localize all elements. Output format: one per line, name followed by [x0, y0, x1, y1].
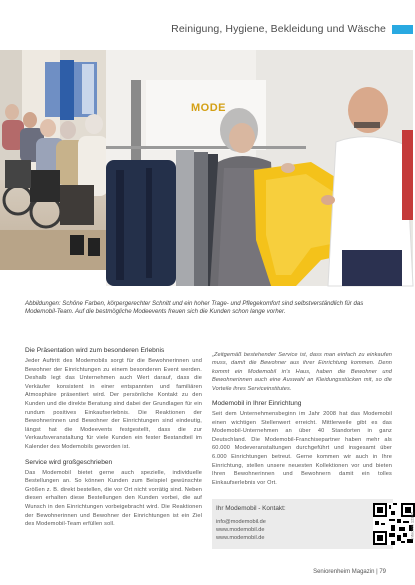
store-sign: MODE	[191, 102, 226, 114]
photo-seniors-seated	[0, 50, 108, 270]
section-heading-presentation: Die Präsentation wird zum besonderen Erlebnis	[25, 347, 165, 354]
contact-box	[212, 499, 393, 549]
quote-paragraph: „Zeitgemäß bestehender Service ist, dass man einfach zu einkaufen muss, damit die Bewohner aus ihrer Einrichtung kommen. Denn kommt ein Modemobil in's Haus, haben die Bewohner und Bewohnerinnen auch eine Auswahl an Kleidungsstücken mit, so die Vorteile ihres Serviceinstitutes.	[212, 352, 392, 392]
section-heading-facility: Modemobil in Ihrer Einrichtung	[212, 400, 302, 408]
contact-web-link[interactable]: www.modemobil.de	[216, 527, 265, 533]
contact-title: Ihr Modemobil - Kontakt:	[216, 505, 286, 512]
paragraph-facility: Seit dem Unternehmensbeginn im Jahr 2008 hat das Modemobil einen wichtigen Stellenwert erreicht. Mittlerweile gibt es das Modemobil-Unternehmen an über 40 Standorten in ganz Deutschland. Die Modemobil-Franchisepartner haben mehr als 60.000 Modeveranstaltungen durchgeführt und insgesamt über 6.000 Einrichtungen betreut. Gerne kommen wir auch in Ihre Einrichtung, stellen unsere neuesten Kollektionen vor und bieten Ihren Bewohnerinnen und Bewohnern damit ein tolles Einkaufserlebnis vor Ort.	[212, 411, 392, 486]
image-caption: Abbildungen: Schöne Farben, körpergerechter Schnitt und ein hoher Trage- und Pflegekomfort sind selbstverständlich für das Modemobil-Team. Auf die bestmögliche Modeevents freuen sich die Kunden schon lange vorher.	[25, 300, 364, 316]
header-accent-bar	[392, 25, 413, 34]
right-column	[212, 351, 392, 487]
section-heading-service: Service wird großgeschrieben	[25, 458, 113, 466]
page-footer: Seniorenheim Magazin | 79	[313, 569, 386, 575]
left-column	[25, 347, 202, 529]
photo-main-fitting	[106, 50, 413, 286]
paragraph-presentation: Jeder Auftritt des Modemobils sorgt für die Bewohnerinnen und Bewohner der Einrichtungen zu einem besonderen Event werden. Deshalb legt das Unternehmen auch Wert darauf, dass die Verkäufer konsistent in einer entspannten und familiären Atmosphäre präsentiert wird. Der persönliche Kontakt zu den Kunden und die direkte Beratung sind dabei der Grundlagen für ein rundum positives Einkaufserlebnis. Die Reaktionen der Bewohnerinnen und Bewohner der Einrichtungen sind eindeutig, längst hat die Modeevents festgestellt, dass die zur Verkaufsveranstaltung für viele Kunden ein fester Bestandteil im Kalender des Modemobils geworden ist.	[25, 358, 202, 450]
contact-email-link[interactable]: info@modemobil.de	[216, 519, 266, 525]
side-infocode: Infocode 12345	[410, 512, 415, 540]
paragraph-service: Das Modemobil bietet gerne auch spezielle, individuelle Bestellungen an. So können Kunden zum Beispiel gewünschte Größen z. B. direkt bestellen, die vor Ort nicht vorrätig sind. Neben diesen erhalten diese Bestellungen den Kunden vorbei, die auf Wunsch in den Einrichtungen vorbeigebracht wird. Die Reaktionen der Bewohnerinnen und Bewohner der Einrichtungen ist ein Ziel des Modemobil-Team erfüllen soll.	[25, 469, 202, 528]
contact-web-link-2[interactable]: www.modemobil.de	[216, 535, 265, 541]
header-title: Reinigung, Hygiene, Bekleidung und Wäsche	[171, 23, 386, 35]
